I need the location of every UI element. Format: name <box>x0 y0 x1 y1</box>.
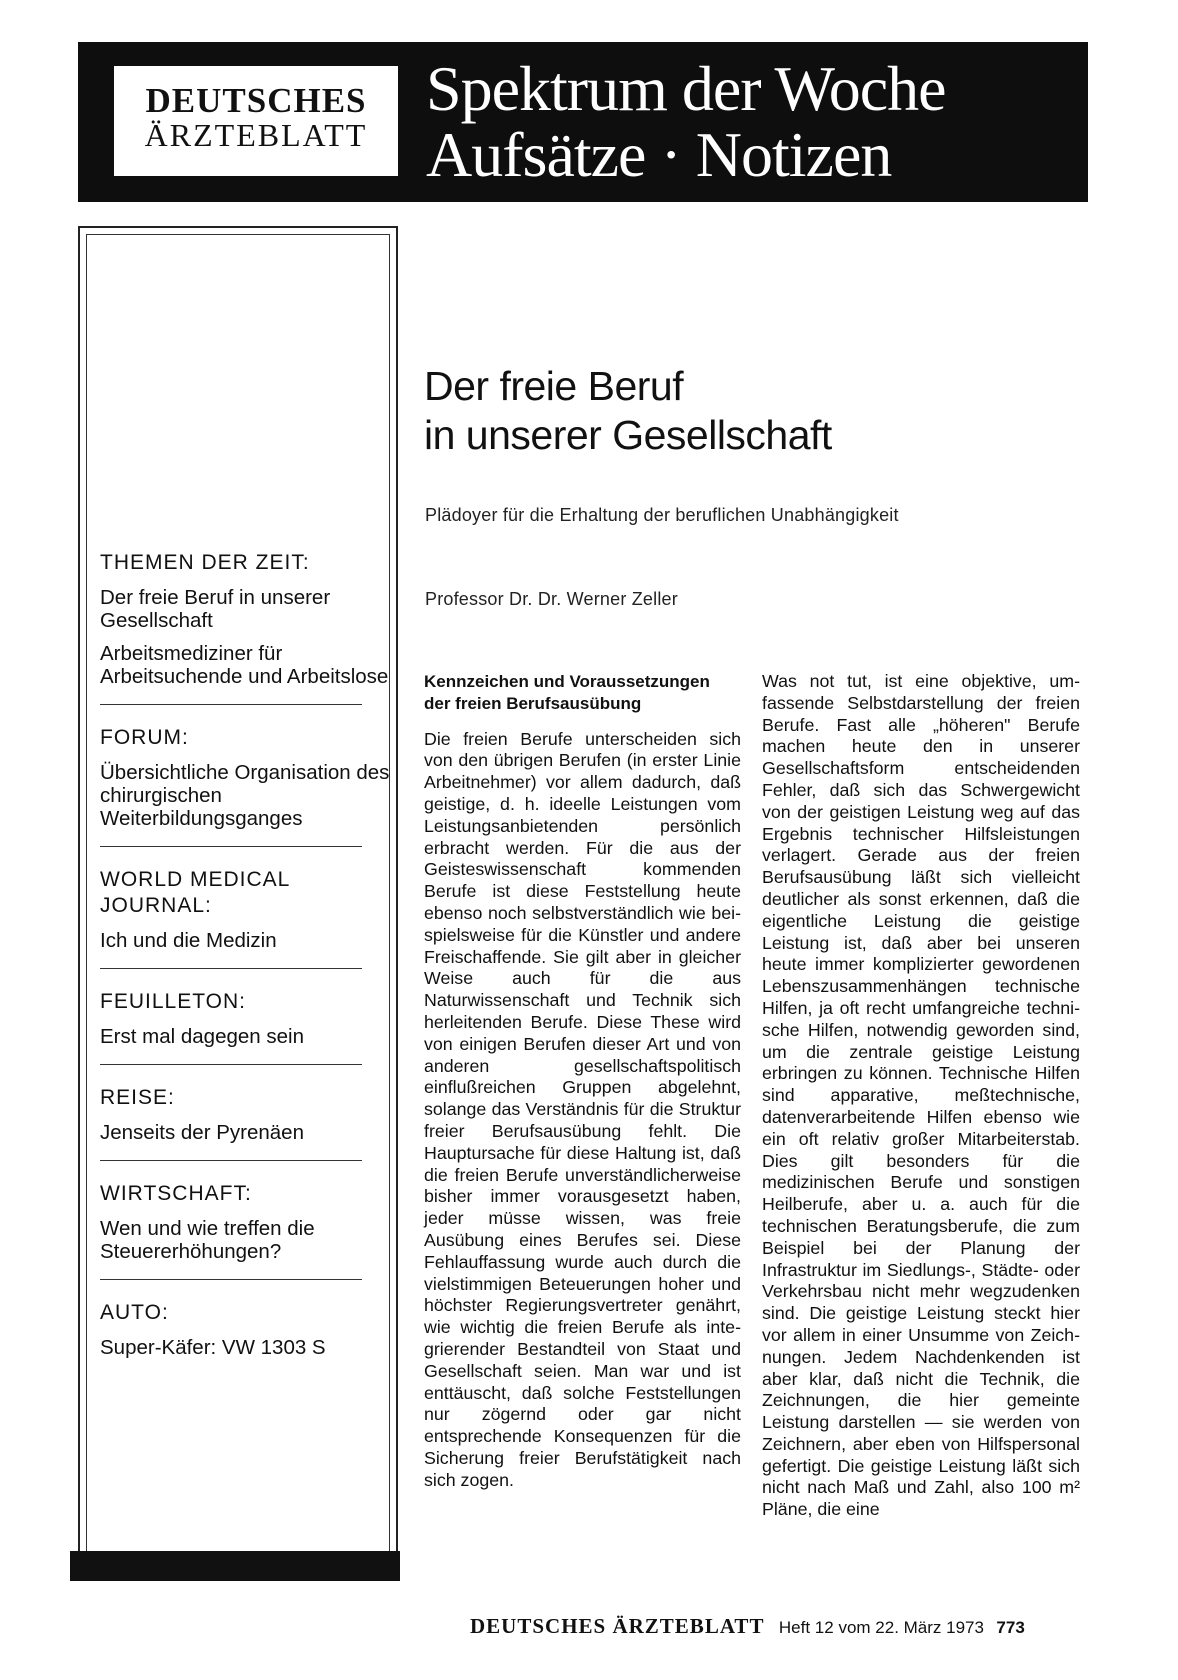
article-title <box>424 362 832 460</box>
toc-entry[interactable]: Jenseits der Pyrenäen <box>100 1121 304 1144</box>
masthead-title-line-2: Aufsätze · Notizen <box>426 119 892 190</box>
toc-entry[interactable]: Ich und die Medizin <box>100 929 277 952</box>
toc-section <box>100 1181 390 1263</box>
toc-divider <box>100 1160 362 1161</box>
toc-section-heading: AUTO: <box>100 1301 169 1324</box>
article-title-line-1: Der freie Beruf <box>424 363 684 409</box>
toc-section-heading: THEMEN DER ZEIT: <box>100 551 310 574</box>
toc-entry[interactable]: Wen und wie treffen die Steuererhöhungen? <box>100 1217 315 1263</box>
toc-entry[interactable]: Erst mal dagegen sein <box>100 1025 304 1048</box>
logo-line-1: DEUTSCHES <box>145 81 367 120</box>
article-title-line-2: in unserer Gesellschaft <box>424 412 832 458</box>
page-number: 773 <box>996 1618 1025 1637</box>
logo-line-2: ÄRZTEBLATT <box>144 117 368 153</box>
article-paragraph: Was not tut, ist eine objektive, umfassende Selbstdarstellung der freien Berufe. Fast alle „höheren" Berufe machen heute den in unserer Gesellschaftsform entscheidenden Fehler, daß sich das Schwergewicht von der geistigen Leistung weg auf das Ergebnis technischer Hilfsleistungen verlagert. Gerade aus der freien Berufsausübung läßt sich vielleicht deutlicher als sonst erkennen, daß die eigentliche Leistung die geistige Leistung ist, daß aber bei unseren heute immer komplizierter gewordenen Lebenszusammenhängen technische Hilfen, ja oft recht umfangreiche technische Hilfen, notwendig geworden sind, um die zentrale geistige Leistung erbringen zu können. Technische Hilfen sind apparative, meßtechnische, datenverarbeitende Hilfen ebenso wie ein oft relativ großer Mitarbeiterstab. Dies gilt besonders für die medizinischen Berufe und sonstigen Heilberufe, aber u. a. auch für die technischen Beratungsberufe, die zum Beispiel bei der Planung der Infrastruktur im Siedlungs-, Städte- oder Verkehrsbau nicht mehr wegzudenken sind. Die geistige Leistung steckt hier vor allem in einer Unsumme von Zeichnungen. Jedem Nachdenkenden ist aber klar, daß nicht die Technik, die Zeichnungen, die hier gemeinte Leistung darstellen — sie werden von Zeichnern, aber eben von Hilfspersonal gefertigt. Die geistige Leistung läßt sich nicht nach Maß und Zahl, also 100 m² Pläne, die eine <box>762 671 1080 1520</box>
footer-magazine-name: DEUTSCHES ÄRZTEBLATT <box>470 1614 765 1638</box>
toc-section-heading: FEUILLETON: <box>100 990 246 1013</box>
article-paragraph: Die freien Berufe unterscheiden sich von den übrigen Berufen (in erster Linie Arbeitnehmer) vor allem dadurch, daß geistige, d. h. ideelle Leistungen vom Leistungsanbietenden persönlich erbracht werden. Für die aus der Geisteswissenschaft kommenden Berufe ist diese Feststellung heute ebenso noch selbstverständlich wie beispielsweise für die Künstler und andere Freischaffende. Sie gilt aber in gleicher Weise auch für die aus Naturwissenschaft und Technik sich herleitenden Berufe. Diese These wird von einigen Berufen dieser Art und von anderen gesellschaftspolitisch einflußreichen Gruppen abgelehnt, solange das Verständnis für die Struktur freier Berufsausübung fehlt. Die Hauptursache für diese Haltung ist, daß die freien Berufe unverständlicherweise bisher immer vorausgesetzt haben, jeder müsse wissen, was freie Ausübung eines Berufes sei. Diese Fehlauffassung wurde auch durch die vielstimmigen Beteuerungen hoher und höchster Regierungsvertreter genährt, wie wichtig die freien Berufe als integrierender Bestandteil von Staat und Gesellschaft seien. Man war und ist enttäuscht, daß solche Feststellungen nur zögernd oder gar nicht entsprechende Konsequenzen für die Sicherung freier Berufstätigkeit nach sich zogen. <box>424 728 741 1490</box>
page-footer <box>470 1614 1025 1639</box>
footer-issue: Heft 12 vom 22. März 1973 <box>778 1618 984 1637</box>
toc-entry[interactable]: Arbeitsmediziner für Arbeitsuchende und Arbeitslose <box>100 642 389 688</box>
toc-section <box>100 725 390 830</box>
toc-divider <box>100 704 362 705</box>
toc-section-heading: REISE: <box>100 1086 175 1109</box>
article-subtitle: Plädoyer für die Erhaltung der beruflichen Unabhängigkeit <box>425 505 899 525</box>
table-of-contents <box>100 550 390 1369</box>
toc-entry[interactable]: Der freie Beruf in unserer Gesellschaft <box>100 586 331 632</box>
magazine-logo <box>114 66 398 176</box>
masthead <box>78 42 1088 202</box>
masthead-title <box>426 53 946 190</box>
sidebar-bottom-bar <box>70 1551 400 1581</box>
toc-divider <box>100 968 362 969</box>
article-author: Professor Dr. Dr. Werner Zeller <box>425 589 678 609</box>
article-column-2 <box>762 671 1080 1521</box>
toc-divider <box>100 1279 362 1280</box>
toc-section <box>100 989 390 1048</box>
article-section-heading: Kennzeichen und Voraussetzungen der freien Berufsausübung <box>424 672 710 713</box>
toc-section <box>100 867 390 952</box>
toc-section-heading: WORLD MEDICAL JOURNAL: <box>100 868 290 917</box>
toc-section-heading: WIRTSCHAFT: <box>100 1182 252 1205</box>
toc-divider <box>100 1064 362 1065</box>
toc-section <box>100 1085 390 1144</box>
article-column-1 <box>424 671 741 1491</box>
toc-section <box>100 1300 390 1359</box>
toc-entry[interactable]: Übersichtliche Organisation des chirurgischen Weiterbildungsganges <box>100 761 390 830</box>
toc-divider <box>100 846 362 847</box>
toc-section-heading: FORUM: <box>100 726 189 749</box>
masthead-title-line-1: Spektrum der Woche <box>426 53 946 124</box>
toc-entry[interactable]: Super-Käfer: VW 1303 S <box>100 1336 326 1359</box>
toc-section <box>100 550 390 688</box>
